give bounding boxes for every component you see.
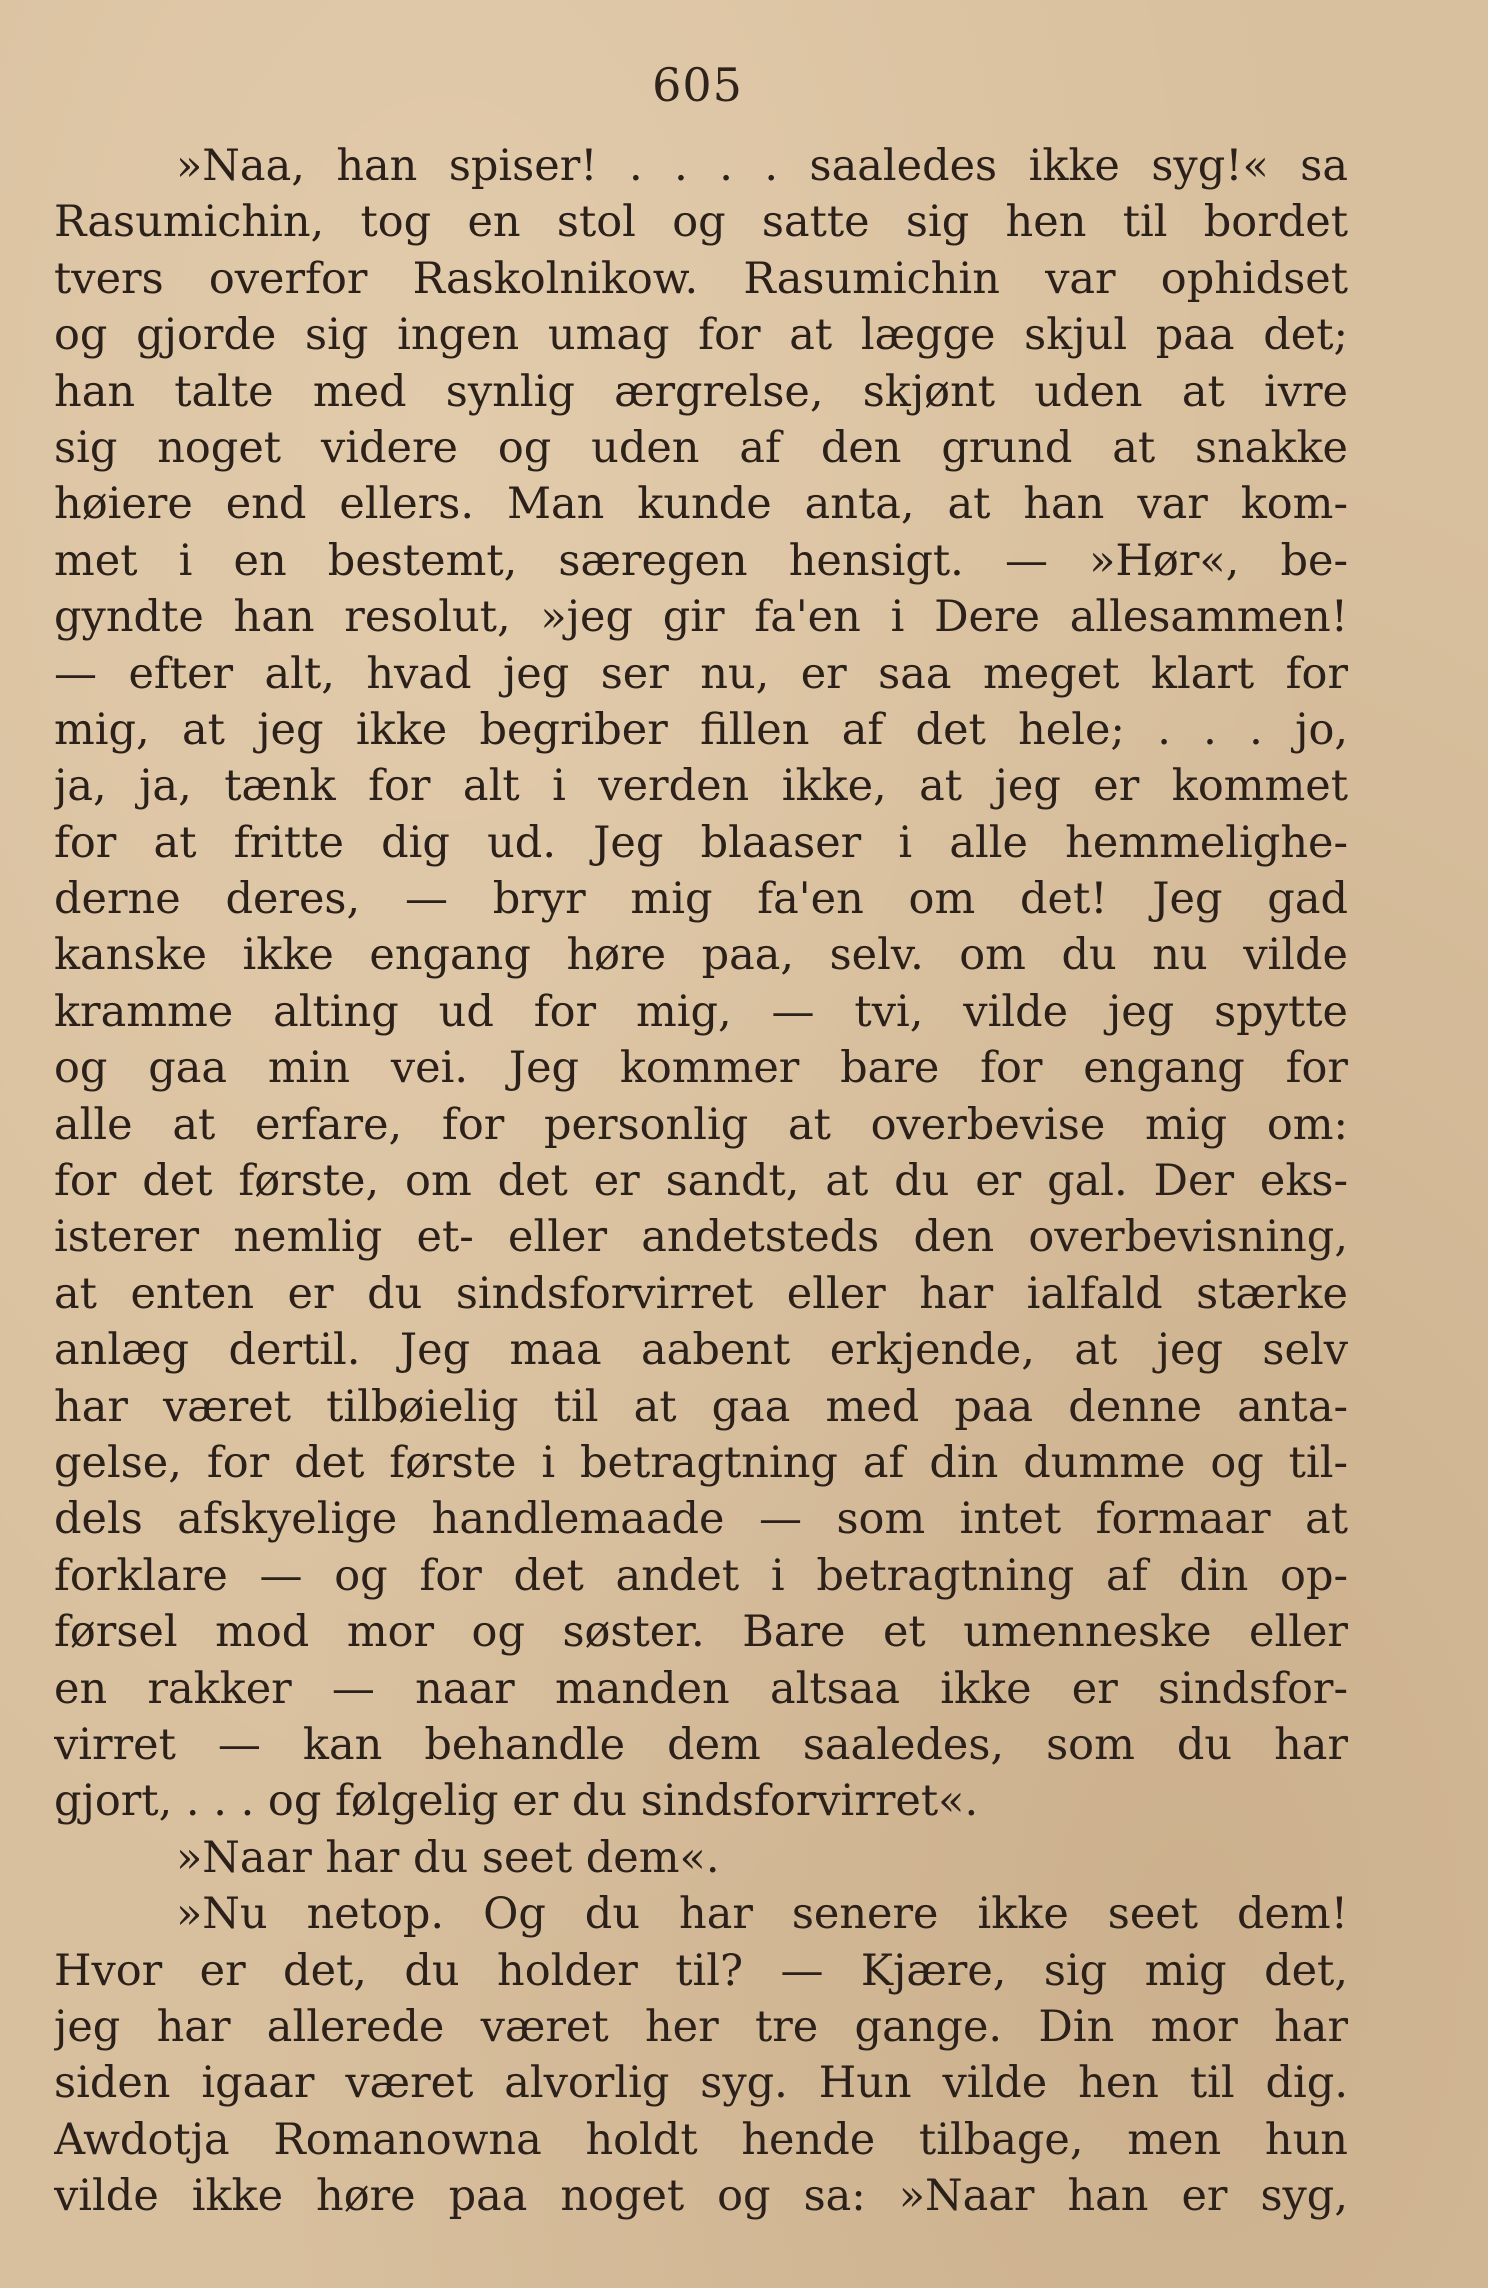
text-line: Awdotja Romanowna holdt hende tilbage, men hun [54, 2114, 1348, 2165]
text-line: tvers overfor Raskolnikow. Rasumichin var ophidset [54, 253, 1348, 304]
text-line: og gjorde sig ingen umag for at lægge skjul paa det; [54, 310, 1348, 361]
text-line: ja, ja, tænk for alt i verden ikke, at jeg er kommet [54, 761, 1348, 812]
text-line: Rasumichin, tog en stol og satte sig hen til bordet [54, 197, 1348, 248]
text-line: siden igaar været alvorlig syg. Hun vilde hen til dig. [54, 2058, 1348, 2109]
text-line: dels afskyelige handlemaade — som intet formaar at [54, 1494, 1348, 1545]
text-line: »Naar har du seet dem«. [176, 1832, 720, 1883]
text-line: gjort, . . . og følgelig er du sindsforvirret«. [54, 1776, 979, 1827]
text-line: og gaa min vei. Jeg kommer bare for engang for [54, 1043, 1348, 1094]
text-line: forklare — og for det andet i betragtning af din op- [54, 1550, 1348, 1601]
body-text [54, 138, 1348, 2224]
text-line: jeg har allerede været her tre gange. Din mor har [54, 2001, 1348, 2052]
text-line: en rakker — naar manden altsaa ikke er sindsfor- [54, 1663, 1348, 1714]
text-line: vilde ikke høre paa noget og sa: »Naar han er syg, [54, 2171, 1348, 2222]
text-line: alle at erfare, for personlig at overbevise mig om: [54, 1099, 1348, 1150]
text-line: derne deres, — bryr mig fa'en om det! Jeg gad [54, 874, 1348, 925]
text-line: gelse, for det første i betragtning af din dumme og til- [54, 1437, 1348, 1488]
text-line: virret — kan behandle dem saaledes, som du har [54, 1719, 1348, 1770]
text-line: mig, at jeg ikke begriber fillen af det hele; . . . jo, [54, 704, 1348, 755]
text-line: kramme alting ud for mig, — tvi, vilde jeg spytte [54, 986, 1348, 1037]
text-line: sig noget videre og uden af den grund at snakke [54, 422, 1348, 473]
page-number: 605 [652, 58, 743, 112]
text-line: isterer nemlig et- eller andetsteds den overbevisning, [54, 1212, 1348, 1263]
text-line: høiere end ellers. Man kunde anta, at han var kom- [54, 479, 1348, 530]
text-line: gyndte han resolut, »jeg gir fa'en i Dere allesammen! [54, 592, 1348, 643]
text-line: kanske ikke engang høre paa, selv. om du nu vilde [54, 930, 1348, 981]
text-line: anlæg dertil. Jeg maa aabent erkjende, at jeg selv [54, 1325, 1348, 1376]
text-line: han talte med synlig ærgrelse, skjønt uden at ivre [54, 366, 1348, 417]
text-line: Hvor er det, du holder til? — Kjære, sig mig det, [54, 1945, 1348, 1996]
text-line: at enten er du sindsforvirret eller har ialfald stærke [54, 1268, 1348, 1319]
text-line: — efter alt, hvad jeg ser nu, er saa meget klart for [54, 648, 1348, 699]
text-line: for at fritte dig ud. Jeg blaaser i alle hemmelighe- [54, 817, 1348, 868]
text-line: »Naa, han spiser! . . . . saaledes ikke syg!« sa [176, 141, 1348, 191]
text-line: for det første, om det er sandt, at du er gal. Der eks- [54, 1156, 1348, 1207]
text-line: »Nu netop. Og du har senere ikke seet dem! [176, 1889, 1348, 1940]
text-line: met i en bestemt, særegen hensigt. — »Hør«, be- [54, 535, 1348, 586]
text-line: førsel mod mor og søster. Bare et umenneske eller [54, 1607, 1348, 1658]
text-line: har været tilbøielig til at gaa med paa denne anta- [54, 1381, 1348, 1432]
